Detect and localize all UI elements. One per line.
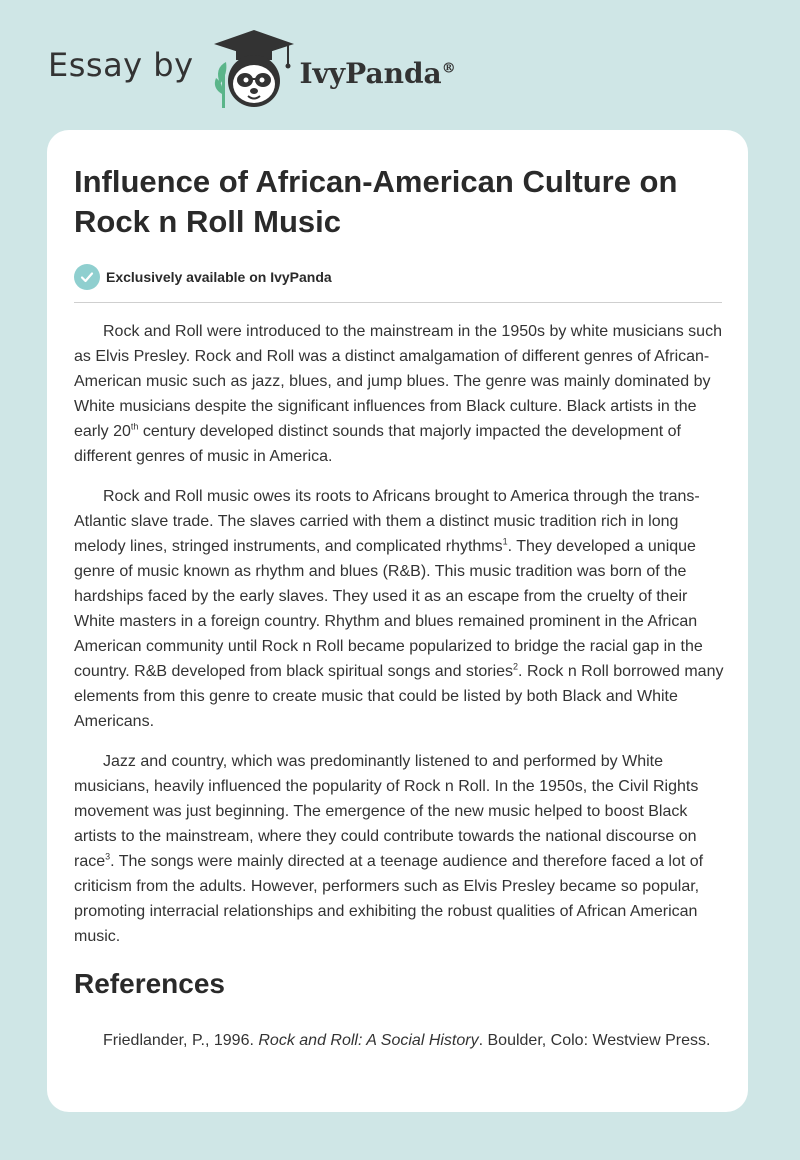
exclusive-badge xyxy=(74,264,332,290)
essay-by-label: Essay by xyxy=(48,46,194,84)
paragraph-3: Jazz and country, which was predominantly listened to and performed by White musicians, heavily influenced the popularity of Rock n Roll. In the 1950s, the Civil Rights movement was just beginning. The emergence of the new music helped to boost Black artists to the mainstream, where they could contribute towards the national discourse on race$^3$. The songs were mainly directed at a teenage audience and therefore faced a lot of criticism from the adults. However, performers such as Elvis Presley became so popular, promoting interracial relationships and exhibiting the robust qualities of African American music. xyxy=(74,753,704,945)
exclusive-label: Exclusively available on IvyPanda xyxy=(106,269,332,285)
essay-body xyxy=(74,319,726,964)
essay-title: Influence of African-American Culture on Rock n Roll Music xyxy=(74,164,678,239)
panda-logo-icon[interactable] xyxy=(210,24,298,114)
paragraph-2: Rock and Roll music owes its roots to Africans brought to America through the trans-Atlantic slave trade. The slaves carried with them a distinct music tradition rich in long melody lines, stringed instruments, and complicated rhythms$^1$. They developed a unique genre of music known as rhythm and blues (R&B). This music tradition was born of the hardships faced by the early slaves. They used it as an escape from the cruelty of their White masters in a foreign country. Rhythm and blues remained prominent in the African American community until Rock n Roll became popularized to bridge the racial gap in the country. R&B developed from black spiritual songs and stories$^2$. Rock n Roll borrowed many elements from this genre to create music that could be listed by both Black and White Americans. xyxy=(74,488,724,730)
divider xyxy=(74,302,722,303)
references-heading: References xyxy=(74,968,225,999)
essay-card xyxy=(47,130,748,1112)
check-icon xyxy=(74,264,100,290)
ivypanda-brand[interactable]: IvyPanda® xyxy=(299,56,456,90)
paragraph-1: Rock and Roll were introduced to the mainstream in the 1950s by white musicians such as Elvis Presley. Rock and Roll was a distinct amalgamation of different genres of African-American music such as jazz, blues, and jump blues. The genre was mainly dominated by White musicians despite the significant influences from Black culture. Black artists in the early 20th century developed distinct sounds that majorly impacted the development of different genres of music in America. xyxy=(74,323,722,465)
site-header xyxy=(48,30,568,120)
reference-entry: Friedlander, P., 1996. Rock and Roll: A Social History. Boulder, Colo: Westview Press. xyxy=(103,1032,711,1049)
footnote-ref-1[interactable]: 1 xyxy=(502,536,508,547)
footnote-ref-3[interactable]: 3 xyxy=(105,851,111,862)
footnote-ref-2[interactable]: 2 xyxy=(513,661,519,672)
